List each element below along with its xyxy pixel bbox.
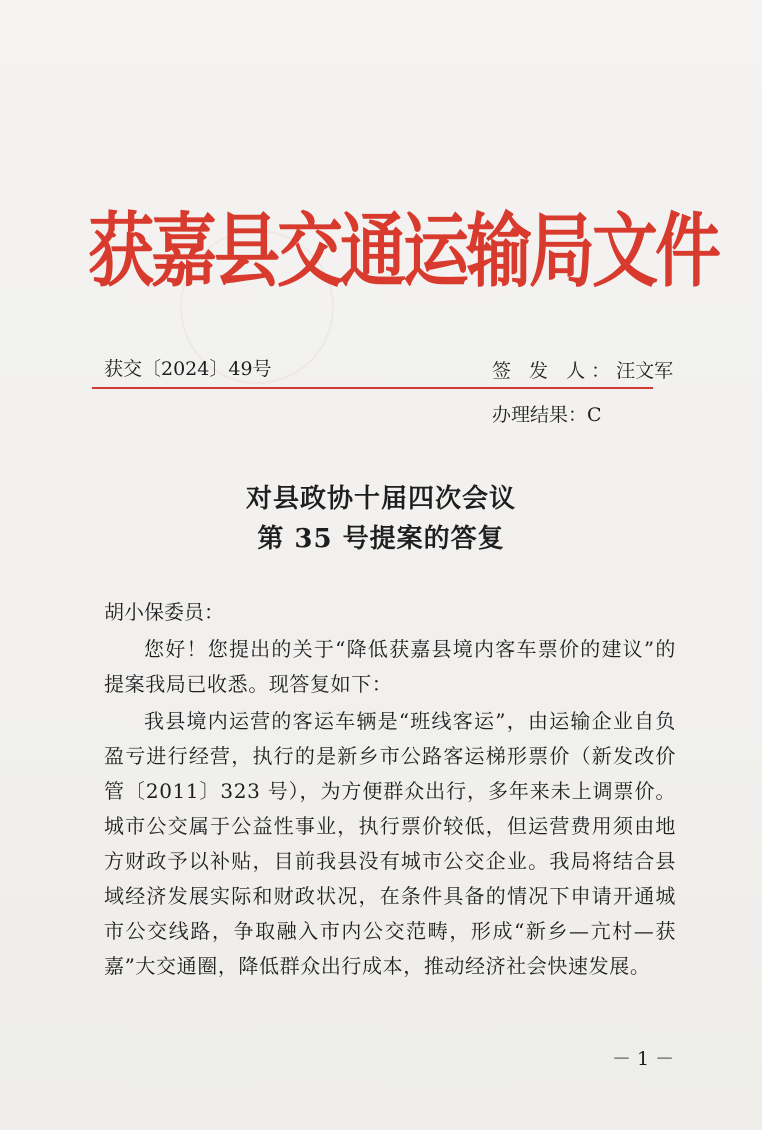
handling-result-line <box>492 400 602 427</box>
signer-line <box>492 356 673 383</box>
result-value: C <box>587 404 602 426</box>
body-paragraph-1: 您好！您提出的关于“降低获嘉县境内客车票价的建议”的提案我局已收悉。现答复如下： <box>104 637 676 696</box>
page-number: － 1 － <box>612 1048 675 1070</box>
header-red-rule <box>92 387 653 389</box>
agency-header-title: 获嘉县交通运输局文件 <box>88 203 718 299</box>
signer-label: 签 发 人： <box>492 360 617 382</box>
document-title-line-1: 对县政协十届四次会议 <box>245 484 516 514</box>
document-number: 获交〔2024〕49号 <box>104 358 272 380</box>
salutation: 胡小保委员： <box>104 600 224 624</box>
document-title-line-2: 第 35 号提案的答复 <box>257 524 505 554</box>
body-paragraph-2: 我县境内运营的客运车辆是“班线客运”，由运输企业自负盈亏进行经营，执行的是新乡市公路客运梯形票价（新发改价管〔2011〕323 号），为方便群众出行，多年来未上调票价。城市公交属于公益性事业，执行票价较低，但运营费用须由地方财政予以补贴，目前我县没有城市公交企业。我局将结合县域经济发展实际和财政状况，在条件具备的情况下申请开通城市公交线路，争取融入市内公交范畴，形成“新乡—亢村—获嘉”大交通圈，降低群众出行成本，推动经济社会快速发展。 <box>104 709 676 978</box>
result-label: 办理结果： <box>492 404 588 426</box>
signer-name: 汪文军 <box>616 360 674 382</box>
